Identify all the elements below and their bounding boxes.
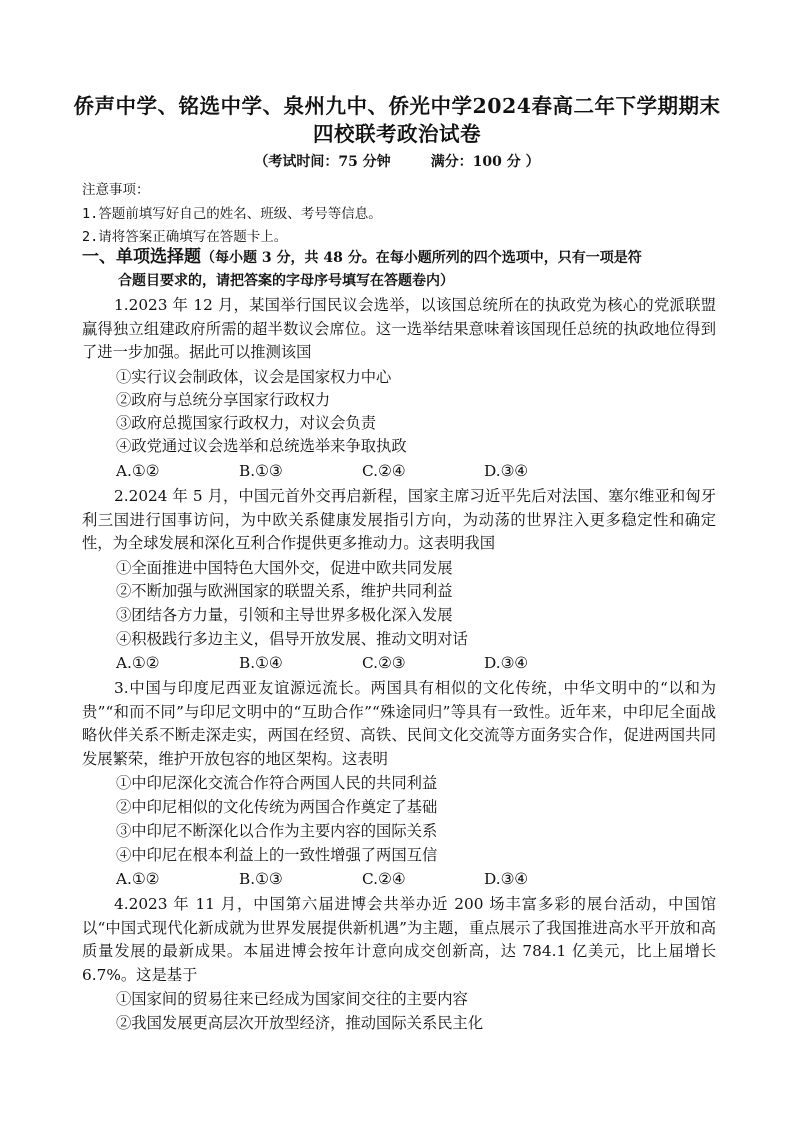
question-2-option-1: ①全面推进中国特色大国外交，促进中欧共同发展	[116, 559, 453, 577]
exam-time: （考试时间：75 分钟	[254, 154, 391, 170]
choice-b: B.①④	[239, 654, 283, 672]
question-3-stem: 3.中国与印度尼西亚友谊源远流长。两国具有相似的文化传统，中华文明中的“以和为贵”“和而不同”与印尼文明中的“互助合作”“殊途同归”等具有一致性。近年来，中印尼全面战略伙伴关系不断走深走实，两国在经贸、高铁、民间文化交流等方面务实合作，促进两国共同发展繁荣，维护开放包容的地区架构。这表明	[82, 679, 716, 768]
section-heading	[82, 246, 722, 293]
question-3-option-4: ④中印尼在根本利益上的一致性增强了两国互信	[116, 846, 438, 864]
notice-item-2: 2.请将答案正确填写在答题卡上。	[82, 229, 288, 245]
exam-title-line2: 四校联考政治试卷	[313, 122, 481, 146]
choice-b: B.①③	[239, 870, 283, 888]
notice-heading: 注意事项：	[82, 182, 150, 198]
question-4-option-1: ①国家间的贸易往来已经成为国家间交往的主要内容	[116, 990, 468, 1008]
choice-a: A.①②	[116, 462, 160, 480]
section-title: 一、单项选择题	[82, 247, 201, 267]
question-2-option-2: ②不断加强与欧洲国家的联盟关系，维护共同利益	[116, 582, 453, 600]
choice-d: D.③④	[484, 654, 529, 672]
question-1-stem: 1.2023 年 12 月，某国举行国民议会选举，以该国总统所在的执政党为核心的党派联盟赢得独立组建政府所需的超半数议会席位。这一选举结果意味着该国现任总统的执政地位得到了进一步加强。据此可以推测该国	[82, 296, 716, 361]
question-1-option-2: ②政府与总统分享国家行政权力	[116, 391, 331, 409]
choice-c: C.②③	[362, 654, 406, 672]
choice-a: A.①②	[116, 870, 160, 888]
question-2-stem: 2.2024 年 5 月，中国元首外交再启新程，国家主席习近平先后对法国、塞尔维亚和匈牙利三国进行国事访问，为中欧关系健康发展指引方向，为动荡的世界注入更多稳定性和确定性，为全球发展和深化互利合作提供更多推动力。这表明我国	[82, 487, 716, 552]
question-4-stem: 4.2023 年 11 月，中国第六届进博会共举办近 200 场丰富多彩的展台活动，中国馆以“中国式现代化新成就为世界发展提供新机遇”为主题，重点展示了我国推进高水平开放和高质量发展的最新成果。本届进博会按年计意向成交创新高，达 784.1 亿美元，比上届增长 6.7%。这是基于	[82, 895, 716, 984]
choice-d: D.③④	[484, 870, 529, 888]
question-2-option-4: ④积极践行多边主义，倡导开放发展、推动文明对话	[116, 630, 468, 648]
question-1-option-4: ④政党通过议会选举和总统选举来争取执政	[116, 437, 407, 455]
section-desc-line1: （每小题 3 分，共 48 分。在每小题所列的四个选项中，只有一项是符	[201, 250, 642, 266]
choice-c: C.②④	[362, 462, 406, 480]
question-3-option-2: ②中印尼相似的文化传统为两国合作奠定了基础	[116, 798, 438, 816]
question-3-option-1: ①中印尼深化交流合作符合两国人民的共同利益	[116, 774, 438, 792]
notice-item-1: 1.答题前填写好自己的姓名、班级、考号等信息。	[82, 206, 382, 222]
section-desc-line2: 合题目要求的，请把答案的字母序号填写在答题卷内）	[118, 273, 454, 289]
choice-b: B.①③	[239, 462, 283, 480]
question-1-option-3: ③政府总揽国家行政权力，对议会负责	[116, 414, 377, 432]
exam-info	[0, 151, 794, 171]
choice-c: C.②④	[362, 870, 406, 888]
question-3-option-3: ③中印尼不断深化以合作为主要内容的国际关系	[116, 822, 438, 840]
question-2-option-3: ③团结各方力量，引领和主导世界多极化深入发展	[116, 606, 453, 624]
full-score: 满分：100 分 ）	[430, 154, 540, 170]
question-4-option-2: ②我国发展更高层次开放型经济，推动国际关系民主化	[116, 1014, 484, 1032]
exam-title-line1: 侨声中学、铭选中学、泉州九中、侨光中学2024春高二年下学期期末	[73, 94, 721, 118]
question-1-option-1: ①实行议会制政体，议会是国家权力中心	[116, 368, 392, 386]
choice-a: A.①②	[116, 654, 160, 672]
choice-d: D.③④	[484, 462, 529, 480]
